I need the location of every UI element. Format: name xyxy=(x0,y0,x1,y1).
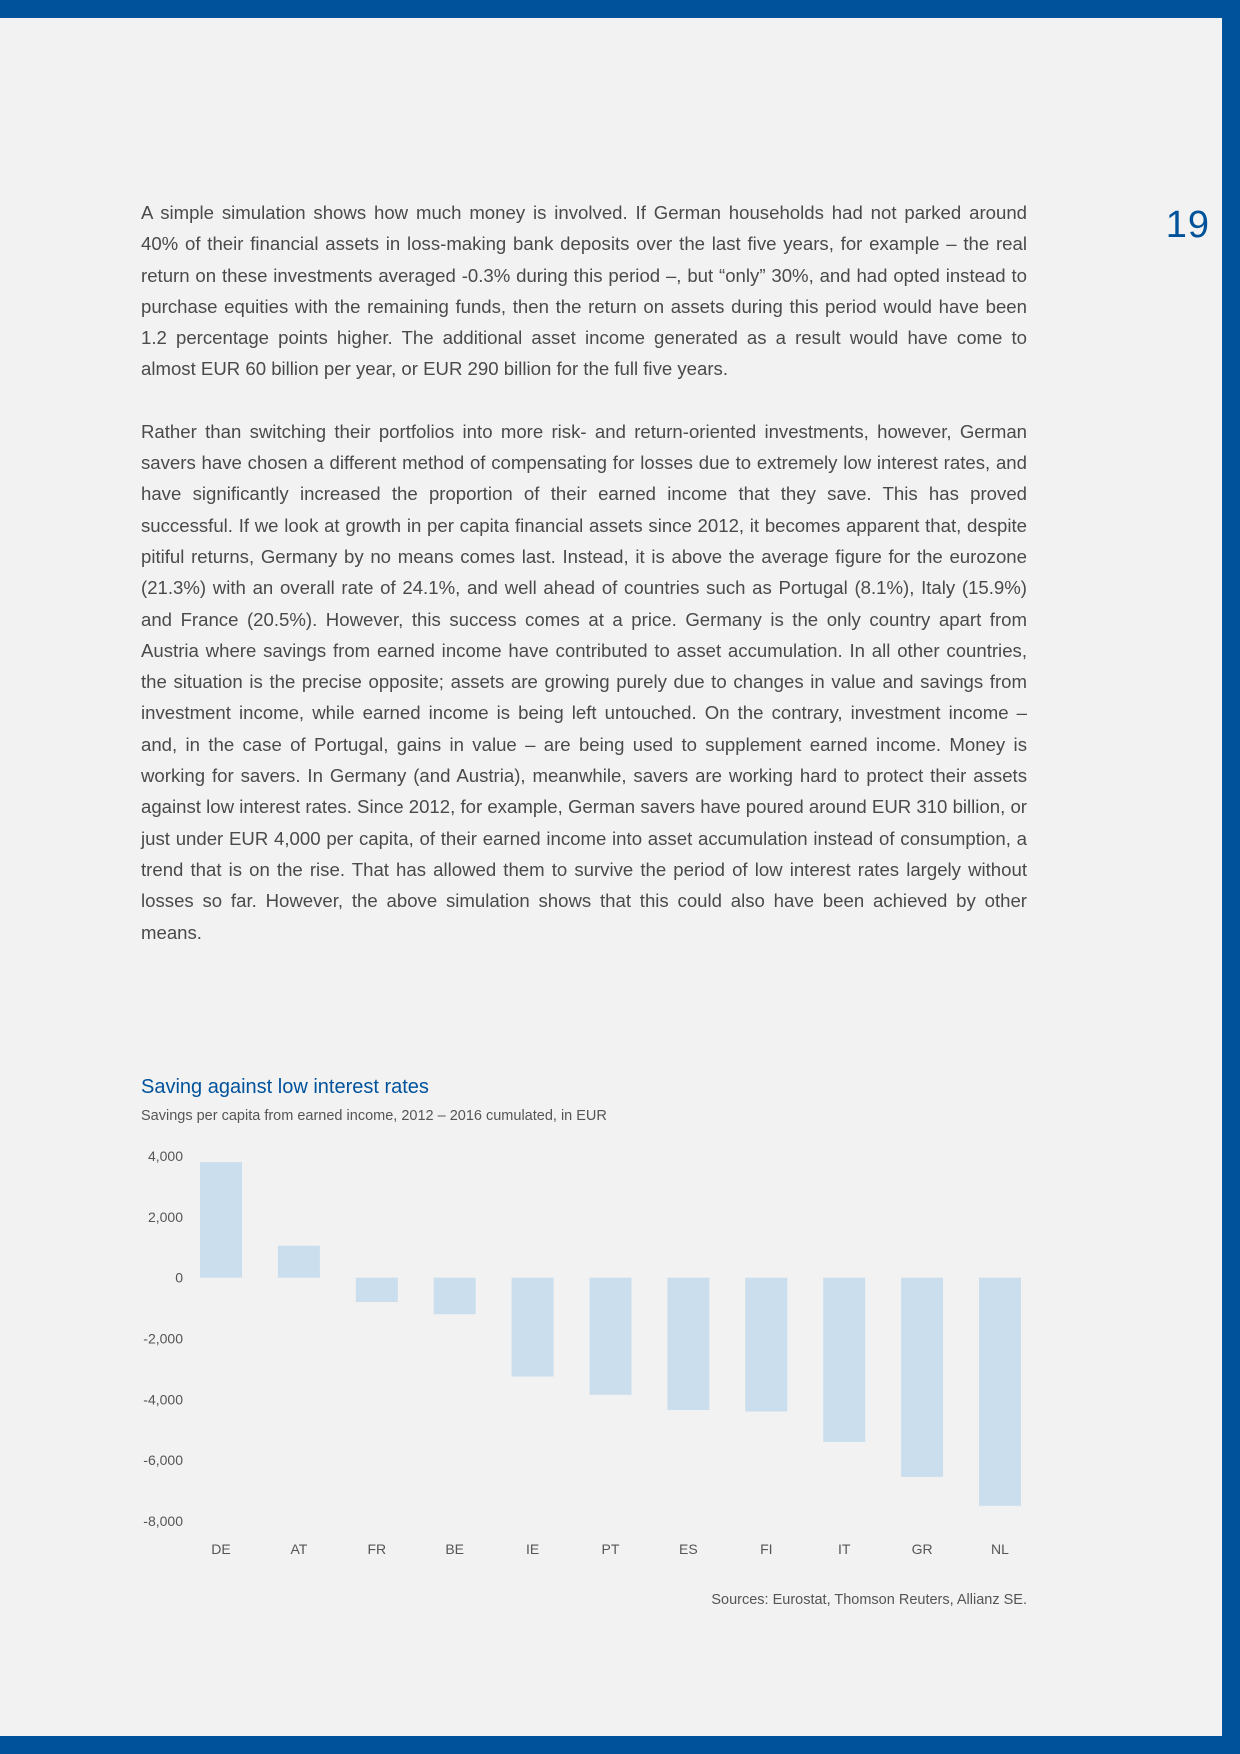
x-tick-label-it: IT xyxy=(837,1541,851,1557)
paragraph-savers: Rather than switching their portfolios into more risk- and return-oriented investments, however, German savers have chosen a different method of compensating for losses due to extremely low interest rates, and have significantly increased the proportion of their earned income that they save. This has proved successful. If we look at growth in per capita financial assets since 2012, it becomes apparent that, despite pitiful returns, Germany by no means comes last. Instead, it is above the average figure for the eurozone (21.3%) with an overall rate of 24.1%, and well ahead of countries such as Portugal (8.1%), Italy (15.9%) and France (20.5%). However, this success comes at a price. Germany is the only country apart from Austria where savings from earned income have contributed to asset accumulation. In all other countries, the situation is the precise opposite; assets are growing purely due to changes in value and savings from investment income, while earned income is being left untouched. On the contrary, investment income – and, in the case of Portugal, gains in value – are being used to supplement earned income. Money is working for savers. In Germany (and Austria), meanwhile, savers are working hard to protect their assets against low interest rates. Since 2012, for example, German savers have poured around EUR 310 billion, or just under EUR 4,000 per capita, of their earned income into asset accumulation instead of consumption, a trend that is on the rise. That has allowed them to survive the period of low interest rates largely without losses so far. However, the above simulation shows that this could also have been achieved by other means. xyxy=(141,420,1027,943)
paragraph-simulation: A simple simulation shows how much money is involved. If German households had not parked around 40% of their financial assets in loss-making bank deposits over the last five years, for example – the real return on these investments averaged -0.3% during this period –, but “only” 30%, and had opted instead to purchase equities with the remaining funds, then the return on assets during this period would have been 1.2 percentage points higher. The additional asset income generated as a result would have come to almost EUR 60 billion per year, or EUR 290 billion for the full five years. xyxy=(141,202,1027,380)
x-tick-label-es: ES xyxy=(679,1541,698,1557)
savings-bar-chart xyxy=(130,1140,1030,1570)
right-frame-bar xyxy=(1222,0,1240,1754)
bar-nl xyxy=(979,1278,1021,1506)
y-tick-label: -6,000 xyxy=(143,1452,183,1469)
bar-fr xyxy=(356,1278,398,1302)
x-tick-label-gr: GR xyxy=(911,1541,933,1557)
y-tick-label: 4,000 xyxy=(147,1148,183,1164)
page-number: 19 xyxy=(1165,204,1210,246)
bar-at xyxy=(278,1246,320,1278)
x-tick-label-de: DE xyxy=(211,1541,231,1557)
x-tick-label-at: AT xyxy=(290,1541,308,1557)
y-tick-label: -2,000 xyxy=(143,1330,183,1347)
y-tick-label: -4,000 xyxy=(143,1391,183,1408)
bar-pt xyxy=(590,1278,632,1395)
y-tick-label: -8,000 xyxy=(143,1513,183,1529)
x-tick-label-ie: IE xyxy=(525,1541,540,1557)
y-tick-label: 0 xyxy=(175,1269,183,1286)
bar-es xyxy=(667,1278,709,1410)
x-tick-label-be: BE xyxy=(445,1541,465,1557)
bar-ie xyxy=(512,1278,554,1377)
chart-source: Sources: Eurostat, Thomson Reuters, Allianz SE. xyxy=(711,1592,1027,1608)
x-tick-label-pt: PT xyxy=(601,1541,620,1557)
bar-gr xyxy=(901,1278,943,1477)
chart-subtitle: Savings per capita from earned income, 2012 – 2016 cumulated, in EUR xyxy=(141,1108,607,1124)
top-frame-bar xyxy=(0,0,1240,18)
chart-title: Saving against low interest rates xyxy=(141,1076,429,1098)
x-tick-label-fi: FI xyxy=(760,1541,773,1557)
bar-be xyxy=(434,1278,476,1315)
bar-de xyxy=(200,1162,242,1278)
x-tick-label-fr: FR xyxy=(367,1541,387,1557)
x-tick-label-nl: NL xyxy=(991,1541,1009,1557)
bar-fi xyxy=(745,1278,787,1412)
bottom-frame-bar xyxy=(0,1736,1240,1754)
body-text xyxy=(141,197,1027,979)
y-tick-label: 2,000 xyxy=(147,1208,183,1225)
bar-it xyxy=(823,1278,865,1442)
